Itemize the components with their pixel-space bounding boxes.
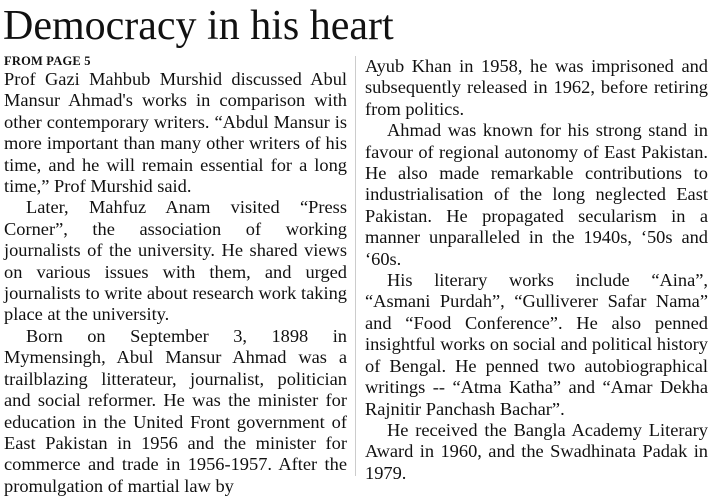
headline: Democracy in his heart: [3, 3, 394, 49]
paragraph: His literary works include “Aina”, “Asmani Purdah”, “Gulliverer Safar Nama” and “Food Conference”. He also penned insightful works on social and political history of Bengal. He penned two autobiographical writings -- “Atma Katha” and “Amar Dekha Rajnitir Panchash Bachar”.: [365, 270, 708, 419]
column-divider: [355, 56, 356, 476]
left-column: [4, 54, 347, 497]
paragraph: Ahmad was known for his strong stand in favour of regional autonomy of East Pakistan. He also made remarkable contributions to industrialisation of the long neglected East Pakistan. He propagated secularism in a manner unparalleled in the 1940s, ‘50s and ‘60s.: [365, 120, 708, 269]
paragraph: Later, Mahfuz Anam visited “Press Corner”, the association of working journalists of the university. He shared views on various issues with them, and urged journalists to write about research work taking place at the university.: [4, 197, 347, 325]
paragraph: He received the Bangla Academy Literary Award in 1960, and the Swadhinata Padak in 1979.: [365, 419, 708, 483]
jump-line: FROM PAGE 5: [4, 54, 91, 68]
right-column: [365, 56, 708, 484]
paragraph: Ayub Khan in 1958, he was imprisoned and subsequently released in 1962, before retiring from politics.: [365, 56, 708, 119]
paragraph: Prof Gazi Mahbub Murshid discussed Abul Mansur Ahmad's works in comparison with other contemporary writers. “Abdul Mansur is more important than many other writers of his time, and he will remain essential for a long time,” Prof Murshid said.: [4, 69, 347, 197]
paragraph: Born on September 3, 1898 in Mymensingh, Abul Mansur Ahmad was a trailblazing litterateur, journalist, politician and social reformer. He was the minister for education in the United Front government of East Pakistan in 1956 and the minister for commerce and trade in 1956-1957. After the promulgation of martial law by: [4, 325, 347, 496]
